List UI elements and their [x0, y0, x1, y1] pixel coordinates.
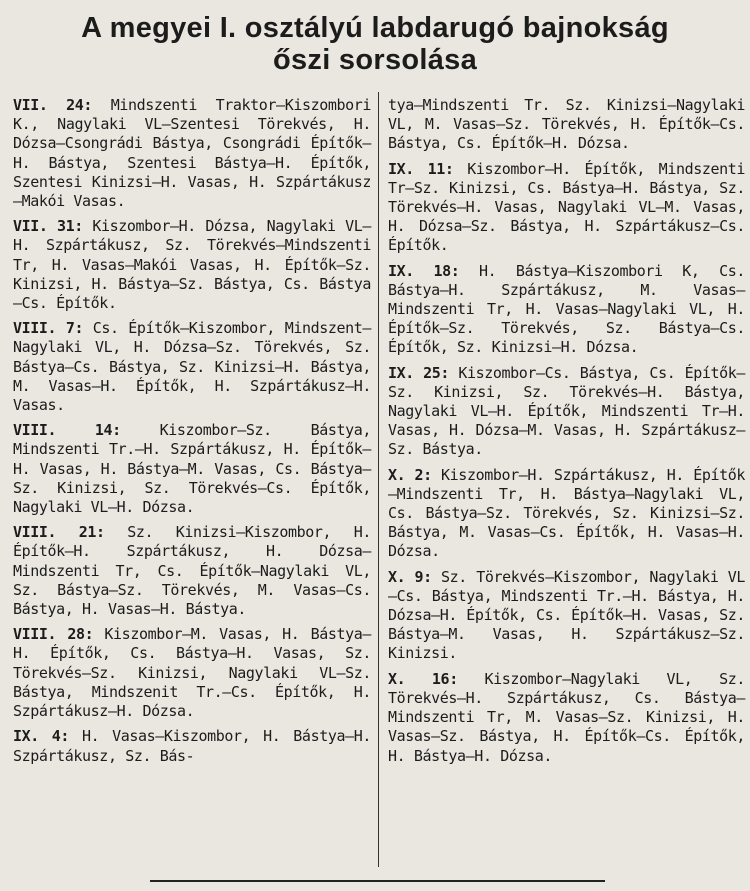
round-date: VIII. 28:: [13, 625, 94, 644]
fixture-paragraph: [388, 466, 745, 562]
fixture-paragraph: [388, 96, 745, 154]
fixture-paragraph: [13, 319, 371, 415]
round-date: IX. 4:: [13, 727, 70, 746]
fixture-paragraph: [388, 262, 745, 358]
fixture-paragraph: [388, 568, 745, 664]
fixture-text: H. Bástya—Kiszombori K, Cs. Bástya—H. Szpártákusz, M. Vasas—Mindszenti Tr, H. Vasas—Nagylaki VL, H. Építők—Sz. Törekvés, Sz. Bástya—Cs. Építők, Sz. Kinizsi—H. Dózsa.: [388, 261, 746, 357]
fixture-text: Kiszombor—H. Építők, Mindszenti Tr—Sz. Kinizsi, Cs. Bástya—H. Bástya, Sz. Törekvés—H. Vasas, Nagylaki VL—M. Vasas, H. Dózsa—Sz. Bástya, H. Szpártákusz—Cs. Építők.: [388, 159, 745, 255]
column-divider: [378, 92, 379, 867]
round-date: X. 9:: [388, 567, 432, 586]
fixture-text: Sz. Törekvés—Kiszombor, Nagylaki VL—Cs. Bástya, Mindszenti Tr.—H. Bástya, H. Dózsa—H. Építők, Cs. Építők—H. Vasas, Sz. Bástya—M. Vasas, H. Szpártákusz—Sz. Kinizsi.: [388, 567, 745, 663]
round-date: IX. 25:: [388, 363, 450, 382]
right-column: [388, 96, 745, 766]
fixture-paragraph: [388, 670, 745, 766]
round-date: IX. 18:: [388, 261, 460, 280]
round-date: X. 16:: [388, 669, 458, 688]
round-date: IX. 11:: [388, 159, 454, 178]
fixture-text: Sz. Kinizsi—Kiszombor, H. Építők—H. Szpártákusz, H. Dózsa—Mindszenti Tr, Cs. Építők—Nagylaki VL, Sz. Bástya—Sz. Törekvés, M. Vasas—Cs. Bástya, H. Vasas—H. Bástya.: [13, 523, 371, 619]
round-date: VIII. 7:: [13, 319, 84, 338]
fixture-paragraph: [13, 625, 371, 721]
fixture-paragraph: [388, 364, 745, 460]
round-date: X. 2:: [388, 465, 432, 484]
fixture-paragraph: [13, 727, 371, 765]
fixture-text: Kiszombor—H. Szpártákusz, H. Építők—Mindszenti Tr, H. Bástya—Nagylaki VL, Cs. Bástya—Sz. Törekvés, Sz. Kinizsi—Sz. Bástya, M. Vasas—Cs. Építők, H. Vasas—H. Dózsa.: [388, 465, 745, 561]
fixture-text: Kiszombor—H. Dózsa, Nagylaki VL—H. Szpártákusz, Sz. Törekvés—Mindszenti Tr, H. Vasas—Makói Vasas, H. Építők—Sz. Kinizsi, H. Bástya—Sz. Bástya, Cs. Bástya—Cs. Építők.: [13, 217, 372, 313]
fixture-text: Kiszombor—Nagylaki VL, Sz. Törekvés—H. Szpártákusz, Cs. Bástya—Mindszenti Tr, M. Vasas—Sz. Kinizsi, H. Vasas—Sz. Bástya, H. Építők—Cs. Építők, H. Bástya—H. Dózsa.: [388, 669, 745, 765]
fixture-text: Kiszombor—Cs. Bástya, Cs. Építők—Sz. Kinizsi, Sz. Törekvés—H. Bástya, Nagylaki VL—H. Építők, Mindszenti Tr—H. Vasas, H. Dózsa—M. Vasas, H. Szpártákusz—Sz. Bástya.: [388, 363, 745, 459]
round-date: VII. 31:: [13, 217, 83, 236]
fixture-paragraph: [13, 217, 371, 313]
fixture-text: H. Vasas—Kiszombor, H. Bástya—H. Szpártákusz, Sz. Bás-: [13, 727, 371, 765]
fixture-paragraph: [388, 160, 745, 256]
fixture-paragraph: [13, 96, 371, 211]
title-line-1: A megyei I. osztályú labdarugó bajnokság: [81, 12, 669, 44]
fixture-text: Cs. Építők—Kiszombor, Mindszent—Nagylaki VL, H. Dózsa—Sz. Törekvés, Sz. Bástya—Cs. Bástya, Sz. Kinizsi—H. Bástya, M. Vasas—H. Építők, H. Szpártákusz—H. Vasas.: [13, 319, 371, 415]
fixture-text: tya—Mindszenti Tr. Sz. Kinizsi—Nagylaki VL, M. Vasas—Sz. Törekvés, H. Építők—Cs. Bástya, Cs. Építők—H. Dózsa.: [388, 96, 745, 153]
fixture-text: Kiszombor—M. Vasas, H. Bástya—H. Építők, Cs. Bástya—H. Vasas, Sz. Törekvés—Sz. Kinizsi, Nagylaki VL—Sz. Bástya, Mindszenit Tr.—Cs. Építők, H. Szpártákusz—H. Dózsa.: [13, 625, 371, 721]
round-date: VIII. 14:: [13, 421, 121, 440]
title-line-2: őszi sorsolása: [272, 44, 478, 76]
bottom-rule: [150, 880, 605, 882]
fixture-text: Kiszombor—Sz. Bástya, Mindszenti Tr.—H. Szpártákusz, H. Építők—H. Vasas, H. Bástya—M. Vasas, Cs. Bástya—Sz. Kinizsi, Sz. Törekvés—Cs. Építők, Nagylaki VL—H. Dózsa.: [13, 421, 371, 517]
left-column: [13, 96, 371, 766]
fixture-paragraph: [13, 523, 371, 619]
fixture-text: Mindszenti Traktor—Kiszombori K., Nagylaki VL—Szentesi Törekvés, H. Dózsa—Csongrádi Bástya, Csongrádi Építők—H. Bástya, Szentesi Bástya—H. Építők, Szentesi Kinizsi—H. Vasas, H. Szpártákusz—Makói Vasas.: [13, 96, 372, 211]
fixture-paragraph: [13, 421, 371, 517]
page-title: [0, 12, 750, 76]
round-date: VII. 24:: [13, 96, 93, 114]
round-date: VIII. 21:: [13, 523, 105, 542]
